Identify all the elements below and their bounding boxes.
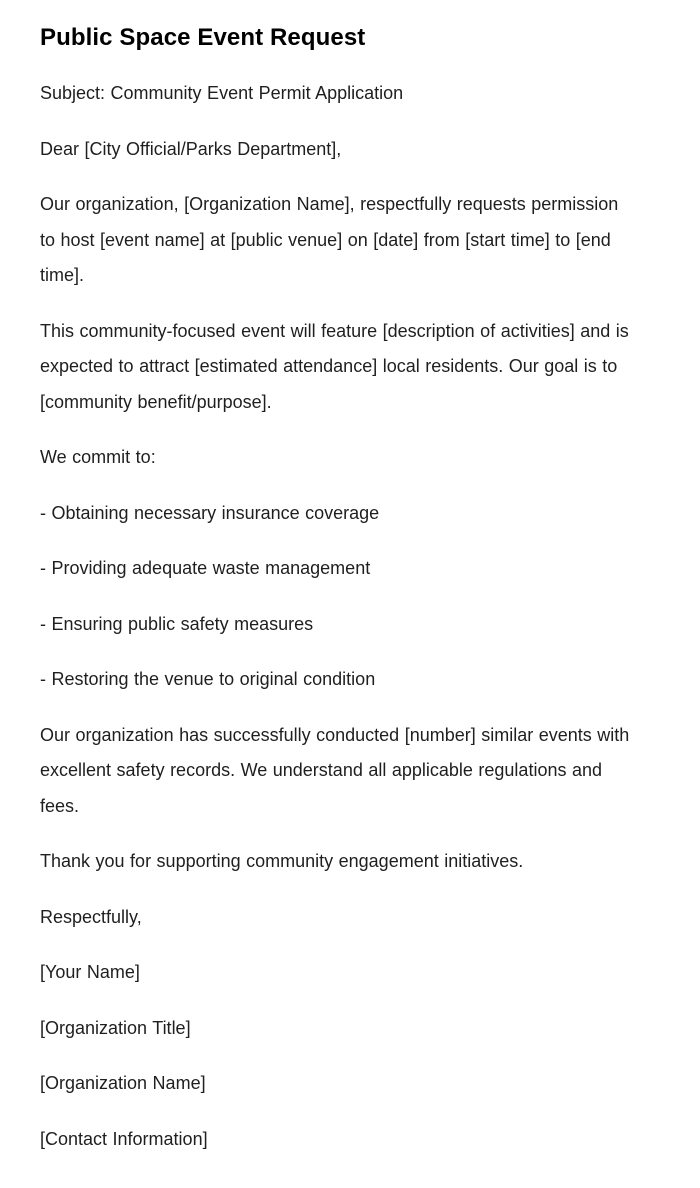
track-record-paragraph: Our organization has successfully conducted [number] similar events with excellent safety records. We understand all applicable regulations and fees. [40, 724, 630, 816]
thank-you-paragraph: Thank you for supporting community engagement initiatives. [40, 851, 524, 871]
commitment-item-restoration: - Restoring the venue to original condition [40, 669, 376, 689]
event-details-paragraph: This community-focused event will feature [description of activities] and is expected to attract [estimated attendance] local residents. Our goal is to [community benefit/purpose]. [40, 320, 629, 412]
commitment-item-insurance: - Obtaining necessary insurance coverage [40, 502, 380, 523]
signature-org-placeholder: [Organization Name] [40, 1073, 206, 1093]
subject-line: Subject: Community Event Permit Application [40, 83, 404, 103]
closing: Respectfully, [40, 906, 142, 927]
commitment-item-safety: - Ensuring public safety measures [40, 613, 314, 634]
document-title: Public Space Event Request [40, 24, 366, 51]
salutation: Dear [City Official/Parks Department], [40, 138, 342, 159]
commitments-intro: We commit to: [40, 447, 156, 467]
signature-name-placeholder: [Your Name] [40, 962, 140, 982]
signature-title-placeholder: [Organization Title] [40, 1017, 191, 1038]
signature-contact-placeholder: [Contact Information] [40, 1128, 208, 1149]
request-paragraph: Our organization, [Organization Name], respectfully requests permission to host [event name] at [public venue] on [date] from [start time] to [end time]. [40, 194, 619, 285]
commitment-item-waste: - Providing adequate waste management [40, 558, 371, 578]
